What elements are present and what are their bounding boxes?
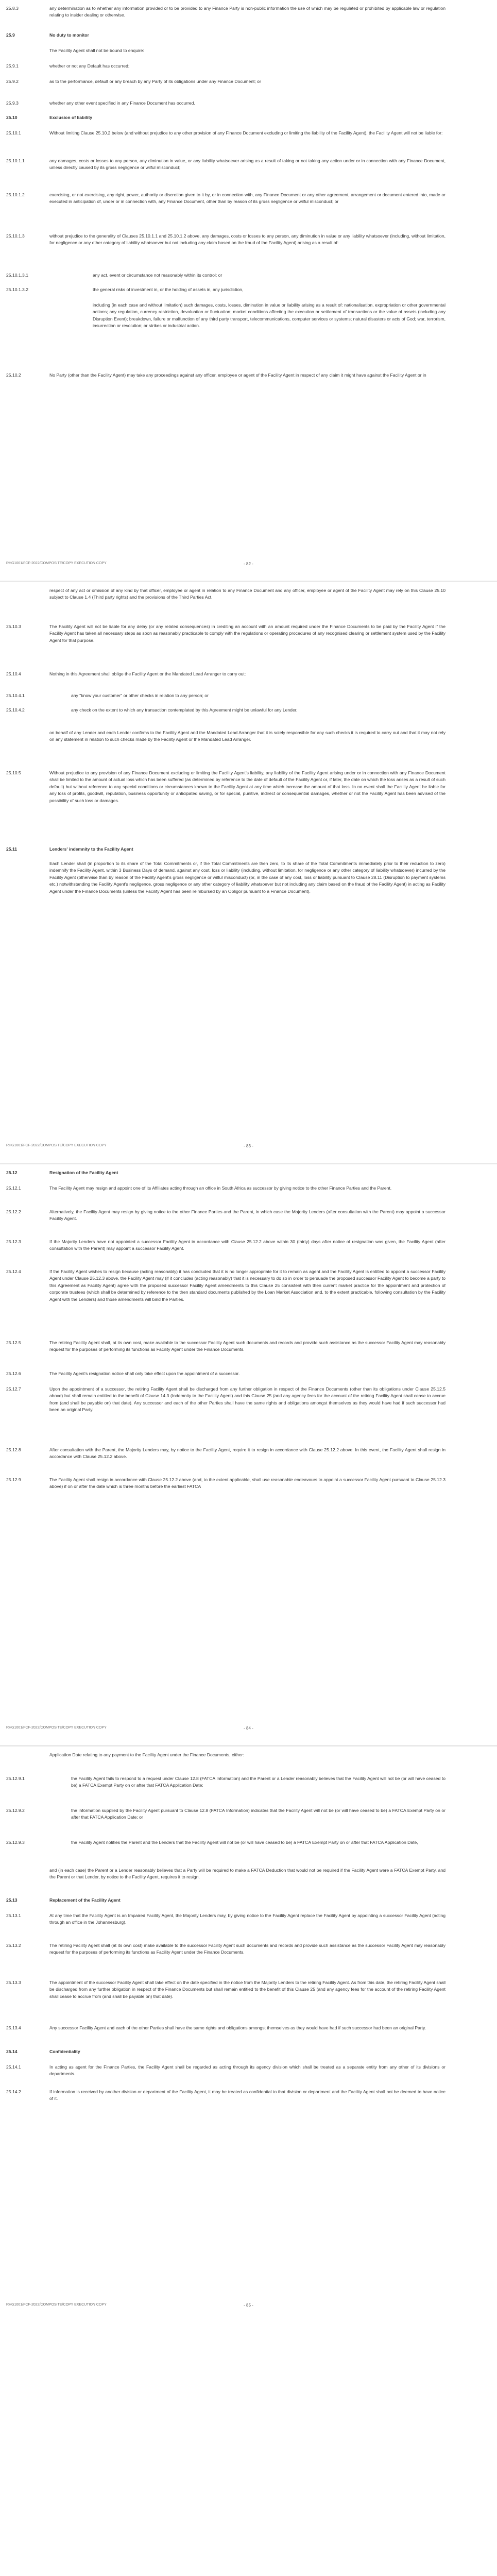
page-footer: RHG1001/FCF-2022/COMPOSITE/COPY EXECUTION COPY [6,1726,107,1730]
document-page-85: Application Date relating to any payment to the Facility Agent under the Finance Documents, either: 25.12.9.1 the Facility Agent fails to respond to a request under Clause 12.8 (FATCA Information) and the Parent or a Lender reasonably believes that the Facility Agent will not be (or will have ceased to be) a FATCA Exempt Party on or after that FATCA Application Date; 25.12.9.2 the information supplied by the Facility Agent pursuant to Clause 12.8 (FATCA Information) indicates that the Facility Agent will not be (or will have ceased to be) a FATCA Exempt Party on or after that FATCA Application Date; or 25.12.9.3 the Facility Agent notifies the Parent and the Lenders that the Facility Agent will not be (or will have ceased to be) a FATCA Exempt Party on or after that FATCA Application Date, and (in each case) the Parent or a Lender reasonably believes that a Party will be required to make a FATCA Deduction that would not be required if the Facility Agent were a FATCA Exempt Party, and the Parent or that Lender, by notice to the Facility Agent, requires it to resign. 25.13 Replacement of the Facility Agent 25.13.1 At any time that the Facility Agent is an Impaired Facility Agent, the Majority Lenders may, by giving notice to the Facility Agent replace the Facility Agent by appointing a successor Facility Agent (acting through an office in the Johannesburg). 25.13.2 The retiring Facility Agent shall (at its own cost) make available to the successor Facility Agent such documents and records and provide such assistance as the successor Facility Agent may reasonably request for the purposes of performing its functions as Facility Agent under the Finance Documents. 25.13.3 The appointment of the successor Facility Agent shall take effect on the date specified in the notice from the Majority Lenders to the retiring Facility Agent. As from this date, the retiring Facility Agent shall be discharged from any further obligation in respect of the Finance Documents but shall remain entitled to the benefit of this Clause 25 (and any agency fees for the account of the retiring Facility Agent shall cease to accrue from (and shall be payable on) that date). 25.13.4 Any successor Facility Agent and each of the other Parties shall have the same rights and obligations amongst themselves as they would have had if such successor had been an original Party. 25.14 Confidentiality 25.14.1 In acting as agent for the Finance Parties, the Facility Agent shall be regarded as acting through its agency division which shall be treated as a separate entity from any other of its divisions or departments. 25.14.2 If information is received by another division or department of the Facility Agent, it may be treated as confidential to that division or department and the Facility Agent shall not be deemed to have notice of it. RHG1001/FCF-2022/COMPOSITE/COPY EXECUTION COPY - 85 - [0,1747,497,2576]
page-footer: RHG1001/FCF-2022/COMPOSITE/COPY EXECUTION COPY [6,2303,107,2307]
page-number: - 85 - [244,2303,253,2308]
page-number: - 84 - [244,1726,253,1731]
document-page-83: respect of any act or omission of any kind by that officer, employee or agent in relation to any Finance Document and any officer, employee or agent of the Facility Agent may rely on this Clause 25.10 subject to Clause 1.4 (Third party rights) and the provisions of the Third Parties Act. 25.10.3 The Facility Agent will not be liable for any delay (or any related consequences) in crediting an account with an amount required under the Finance Documents to be paid by the Facility Agent if the Facility Agent has taken all necessary steps as soon as reasonably practicable to comply with the regulations or operating procedures of any recognised clearing or settlement system used by the Facility Agent for that purpose. 25.10.4 Nothing in this Agreement shall oblige the Facility Agent or the Mandated Lead Arranger to carry out: 25.10.4.1 any "know your customer" or other checks in relation to any person; or 25.10.4.2 any check on the extent to which any transaction contemplated by this Agreement might be unlawful for any Lender, on behalf of any Lender and each Lender confirms to the Facility Agent and the Mandated Lead Arranger that it is solely responsible for any such checks it is required to carry out and that it may not rely on any statement in relation to such checks made by the Facility Agent or the Mandated Lead Arranger. 25.10.5 Without prejudice to any provision of any Finance Document excluding or limiting the Facility Agent's liability, any liability of the Facility Agent arising under or in connection with any Finance Document shall be limited to the amount of actual loss which has been suffered (as determined by reference to the date of default of the Facility Agent or, if later, the date on which the loss arises as a result of such default) but without reference to any special conditions or circumstances known to the Facility Agent at any time which increase the amount of that loss. In no event shall the Facility Agent be liable for any loss of profits, goodwill, reputation, business opportunity or anticipated saving, or for special, punitive, indirect or consequential damages, whether or not the Facility Agent has been advised of the possibility of such loss or damages. 25.11 Lenders' indemnity to the Facility Agent Each Lender shall (in proportion to its share of the Total Commitments or, if the Total Commitments are then zero, to its share of the Total Commitments immediately prior to their reduction to zero) indemnify the Facility Agent, within 3 Business Days of demand, against any cost, loss or liability (including, without limitation, for negligence or any other category of liability whatsoever) incurred by the Facility Agent (otherwise than by reason of the Facility Agent's gross negligence or wilful misconduct) (or, in the case of any cost, loss or liability pursuant to Clause 28.11 (Disruption to payment systems etc.) notwithstanding the Facility Agent's negligence, gross negligence or any other category of liability whatsoever but not including any claim based on the fraud of the Facility Agent) in acting as Facility Agent under the Finance Documents (unless the Facility Agent has been reimbursed by an Obligor pursuant to a Finance Document). RHG1001/FCF-2022/COMPOSITE/COPY EXECUTION COPY - 83 - [0,582,497,1164]
page-footer: RHG1001/FCF-2022/COMPOSITE/COPY EXECUTION COPY [6,1144,107,1147]
clause-25-8-3: 25.8.3 any determination as to whether any information provided or to be provided to any Finance Party is non-public information the use of which may be regulated or prohibited by applicable law or regulation relating to insider dealing or otherwise. [6,6,445,18]
page-number: - 83 - [244,1144,253,1148]
page-footer: RHG1001/FCF-2022/COMPOSITE/COPY EXECUTION COPY [6,562,107,565]
document-page-82: 25.8.3 any determination as to whether any information provided or to be provided to any Finance Party is non-public information the use of which may be regulated or prohibited by applicable law or regulation relating to insider dealing or otherwise. 25.9 No duty to monitor The Facility Agent shall not be bound to enquire: 25.9.1 whether or not any Default has occurred; 25.9.2 as to the performance, default or any breach by any Party of its obligations under any Finance Document; or 25.9.3 whether any other event specified in any Finance Document has occurred. 25.10 Exclusion of liability 25.10.1 Without limiting Clause 25.10.2 below (and without prejudice to any other provision of any Finance Document excluding or limiting the liability of the Facility Agent), the Facility Agent will not be liable for: 25.10.1.1 any damages, costs or losses to any person, any diminution in value, or any liability whatsoever arising as a result of taking or not taking any action under or in connection with any Finance Document, unless directly caused by its gross negligence or wilful misconduct; 25.10.1.2 exercising, or not exercising, any right, power, authority or discretion given to it by, or in connection with, any Finance Document or any other agreement, arrangement or document entered into, made or executed in anticipation of, under or in connection with, any Finance Document, other than by reason of its gross negligence or wilful misconduct; or 25.10.1.3 without prejudice to the generality of Clauses 25.10.1.1 and 25.10.1.2 above, any damages, costs or losses to any person, any diminution in value or any liability whatsoever (including, without limitation, for negligence or any other category of liability whatsoever but not including any claim based on the fraud of the Facility Agent) arising as a result of: 25.10.1.3.1 any act, event or circumstance not reasonably within its control; or 25.10.1.3.2 the general risks of investment in, or the holding of assets in, any jurisdiction, including (in each case and without limitation) such damages, costs, losses, diminution in value or liability arising as a result of: nationalisation, expropriation or other governmental actions; any regulation, currency restriction, devaluation or fluctuation; market conditions affecting the execution or settlement of transactions or the value of assets (including any Disruption Event); breakdown, failure or malfunction of any third party transport, telecommunications, computer services or systems; natural disasters or acts of God; war, terrorism, insurrection or revolution; or strikes or industrial action. 25.10.2 No Party (other than the Facility Agent) may take any proceedings against any officer, employee or agent of the Facility Agent in respect of any claim it might have against the Facility Agent or in RHG1001/FCF-2022/COMPOSITE/COPY EXECUTION COPY - 82 - [0,0,497,582]
document-page-84: 25.12 Resignation of the Facility Agent 25.12.1 The Facility Agent may resign and appoint one of its Affiliates acting through an office in South Africa as successor by giving notice to the other Finance Parties and the Parent. 25.12.2 Alternatively, the Facility Agent may resign by giving notice to the other Finance Parties and the Parent, in which case the Majority Lenders (after consultation with the Parent) may appoint a successor Facility Agent. 25.12.3 If the Majority Lenders have not appointed a successor Facility Agent in accordance with Clause 25.12.2 above within 30 (thirty) days after notice of resignation was given, the Facility Agent (after consultation with the Parent) may appoint a successor Facility Agent. 25.12.4 If the Facility Agent wishes to resign because (acting reasonably) it has concluded that it is no longer appropriate for it to remain as agent and the Facility Agent is entitled to appoint a successor Facility Agent under Clause 25.12.3 above, the Facility Agent may (if it concludes (acting reasonably) that it is necessary to do so in order to persuade the proposed successor Facility Agent to become a party to this Agreement as Facility Agent) agree with the proposed successor Facility Agent amendments to this Clause 25 consistent with then current market practice for the appointment and protection of corporate trustees (which shall be determined by reference to the then standard documents published by the Loan Market Association and, to the extent practicable, following consultation by the Facility Agent with the Lenders) and those amendments will bind the Parties. 25.12.5 The retiring Facility Agent shall, at its own cost, make available to the successor Facility Agent such documents and records and provide such assistance as the successor Facility Agent may reasonably request for the purposes of performing its functions as Facility Agent under the Finance Documents. 25.12.6 The Facility Agent's resignation notice shall only take effect upon the appointment of a successor. 25.12.7 Upon the appointment of a successor, the retiring Facility Agent shall be discharged from any further obligation in respect of the Finance Documents (other than its obligations under Clause 25.12.5 above) but shall remain entitled to the benefit of Clause 14.3 (Indemnity to the Facility Agent) and this Clause 25 (and any agency fees for the account of the retiring Facility Agent shall cease to accrue from (and shall be payable on) that date). Any successor and each of the other Parties shall have the same rights and obligations amongst themselves as they would have had if such successor had been an original Party. 25.12.8 After consultation with the Parent, the Majority Lenders may, by notice to the Facility Agent, require it to resign in accordance with Clause 25.12.2 above. In this event, the Facility Agent shall resign in accordance with Clause 25.12.2 above. 25.12.9 The Facility Agent shall resign in accordance with Clause 25.12.2 above (and, to the extent applicable, shall use reasonable endeavours to appoint a successor Facility Agent pursuant to Clause 25.12.3 above) if on or after the date which is three months before the earliest FATCA RHG1001/FCF-2022/COMPOSITE/COPY EXECUTION COPY - 84 - [0,1164,497,1747]
page-number: - 82 - [244,562,253,566]
